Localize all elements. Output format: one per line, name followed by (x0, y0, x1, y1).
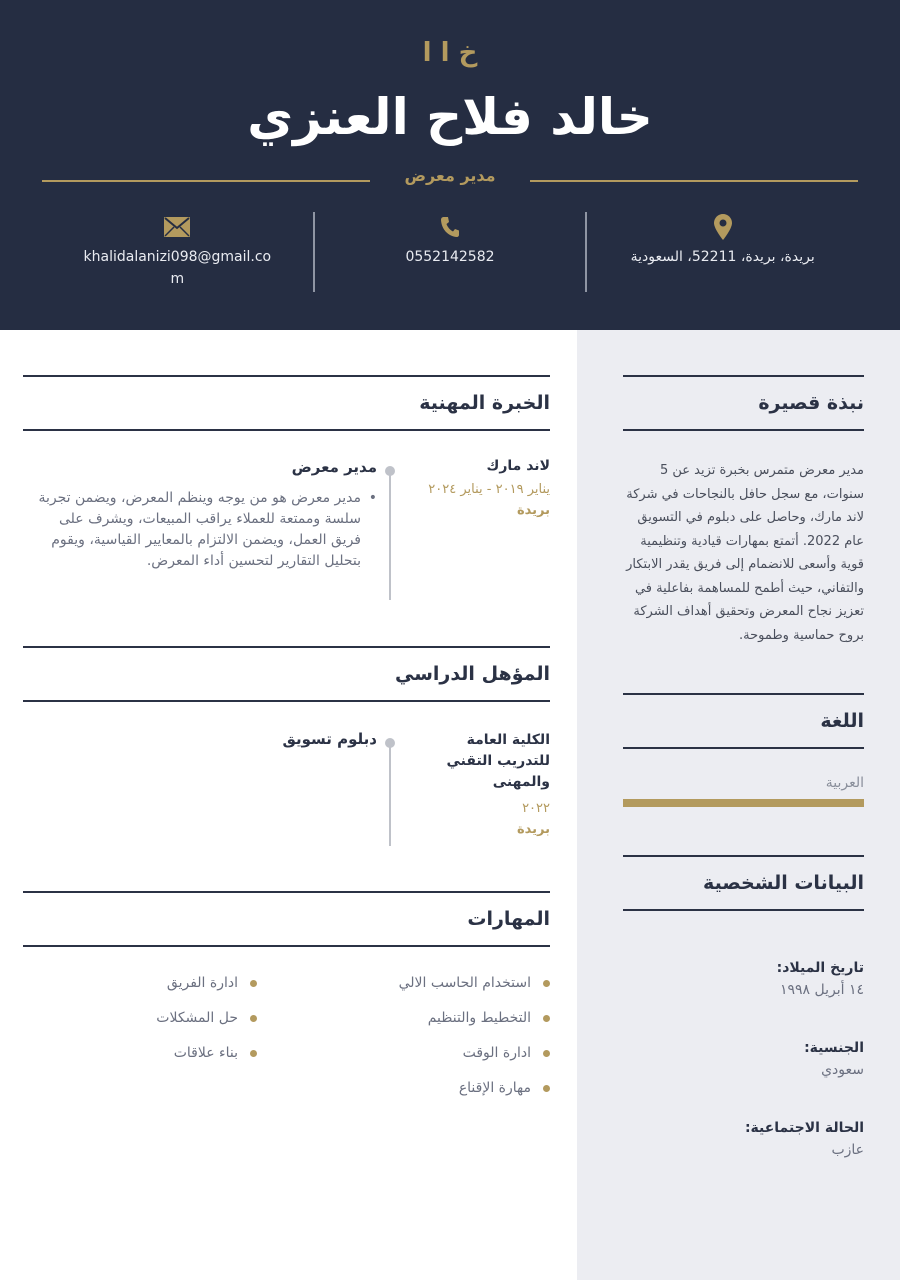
bullet-dot (543, 1015, 550, 1022)
bullet-dot (250, 1015, 257, 1022)
education-entry (23, 730, 550, 850)
phone-text[interactable]: 0552142582 (405, 249, 495, 265)
bullet-dot (543, 1085, 550, 1092)
role-title: مدير معرض (291, 458, 377, 476)
marital-status-label: الحالة الاجتماعية: (744, 1120, 864, 1136)
education-title: المؤهل الدراسي (394, 663, 550, 685)
experience-entry (23, 458, 550, 603)
personal-section (623, 855, 864, 911)
employment-city: بريدة (516, 503, 550, 518)
personal-item (623, 960, 864, 998)
experience-meta (400, 458, 550, 518)
section-header (23, 891, 550, 947)
birthdate-value: ١٤ أبريل ١٩٩٨ (779, 982, 864, 998)
title-divider-right (530, 180, 858, 182)
role-description: مدير معرض هو من يوجه وينظم المعرض، ويضمن تجربة سلسة وممتعة للعملاء يراقب المبيعات، ويشرف على فريق العمل، ويضمن الالتزام بالمعايير القياسية، ويقوم بتحليل التقارير لتحسين أداء المعرض. (38, 490, 361, 569)
contact-phone (315, 212, 586, 294)
section-header (623, 693, 864, 749)
personal-item (623, 1120, 864, 1158)
bullet-dot (250, 1050, 257, 1057)
language-name: العربية (825, 775, 864, 791)
skill-item: استخدام الحاسب الالي (399, 975, 550, 991)
education-details (77, 730, 377, 748)
language-section (623, 693, 864, 807)
skill-item: حل المشكلات (156, 1010, 257, 1026)
nationality-label: الجنسية: (804, 1040, 864, 1056)
skill-item: بناء علاقات (174, 1045, 257, 1061)
experience-title: الخبرة المهنية (419, 392, 550, 414)
skill-item: ادارة الفريق (167, 975, 257, 991)
education-city: بريدة (516, 822, 550, 837)
section-header (23, 375, 550, 431)
company-name: لاند مارك (486, 458, 550, 474)
timeline-line (389, 744, 391, 846)
bullet-dot (543, 980, 550, 987)
skills-title: المهارات (467, 908, 550, 930)
employment-dates: يناير ٢٠١٩ - يناير ٢٠٢٤ (428, 482, 550, 497)
contact-email (42, 212, 313, 294)
timeline-line (389, 472, 391, 600)
sidebar (577, 330, 900, 1280)
email-text[interactable]: khalidalanizi098@gmail.com (83, 249, 272, 287)
skills-section (23, 891, 550, 947)
experience-section (23, 375, 550, 431)
education-section (23, 646, 550, 702)
graduation-year: ٢٠٢٢ (522, 801, 550, 816)
skill-item: مهارة الإقناع (459, 1080, 550, 1096)
contact-bar (42, 212, 858, 294)
section-header (23, 646, 550, 702)
role-description-item (37, 488, 377, 572)
institution-name: الكلية العامة للتدريب التقني والمهنى (446, 732, 550, 790)
skill-item: ادارة الوقت (463, 1045, 550, 1061)
about-text: مدير معرض متمرس بخبرة تزيد عن 5 سنوات، مع سجل حافل بالنجاحات في شركة لاند مارك، وحاصل على دبلوم في التسويق عام 2022. أتمتع بمهارات قيادية وتنظيمية قوية وأسعى للانضمام إلى فريق يقدر الابتكار والتفاني، حيث أطمح للمساهمة بفاعلية في تعزيز نجاح المعرض وتحقيق أهداف الشركة بروح حماسية وطموحة. (626, 463, 864, 643)
about-section (623, 375, 864, 647)
birthdate-label: تاريخ الميلاد: (776, 960, 864, 976)
job-title-row (42, 166, 858, 194)
bullet: • (368, 490, 377, 506)
resume-header (0, 0, 900, 330)
degree-title: دبلوم تسويق (282, 730, 377, 748)
phone-icon (440, 212, 460, 242)
skill-item: التخطيط والتنظيم (428, 1010, 550, 1026)
personal-item (623, 1040, 864, 1078)
section-header (623, 855, 864, 911)
personal-title: البيانات الشخصية (703, 872, 864, 894)
bullet-dot (543, 1050, 550, 1057)
contact-address (587, 212, 858, 294)
about-title: نبذة قصيرة (758, 392, 864, 414)
language-level-bar (623, 799, 864, 807)
initials-monogram: خ ا ا (422, 38, 478, 68)
experience-details (37, 458, 377, 572)
education-meta (440, 730, 550, 837)
address-text: بريدة، بريدة، 52211، السعودية (630, 249, 815, 265)
nationality-value: سعودي (821, 1062, 864, 1078)
envelope-icon (164, 212, 190, 242)
job-title: مدير معرض (404, 166, 496, 185)
marital-status-value: عازب (831, 1142, 864, 1158)
language-title: اللغة (820, 710, 864, 732)
section-header (623, 375, 864, 431)
bullet-dot (250, 980, 257, 987)
candidate-name: خالد فلاح العنزي (247, 88, 653, 146)
map-pin-icon (714, 212, 732, 242)
